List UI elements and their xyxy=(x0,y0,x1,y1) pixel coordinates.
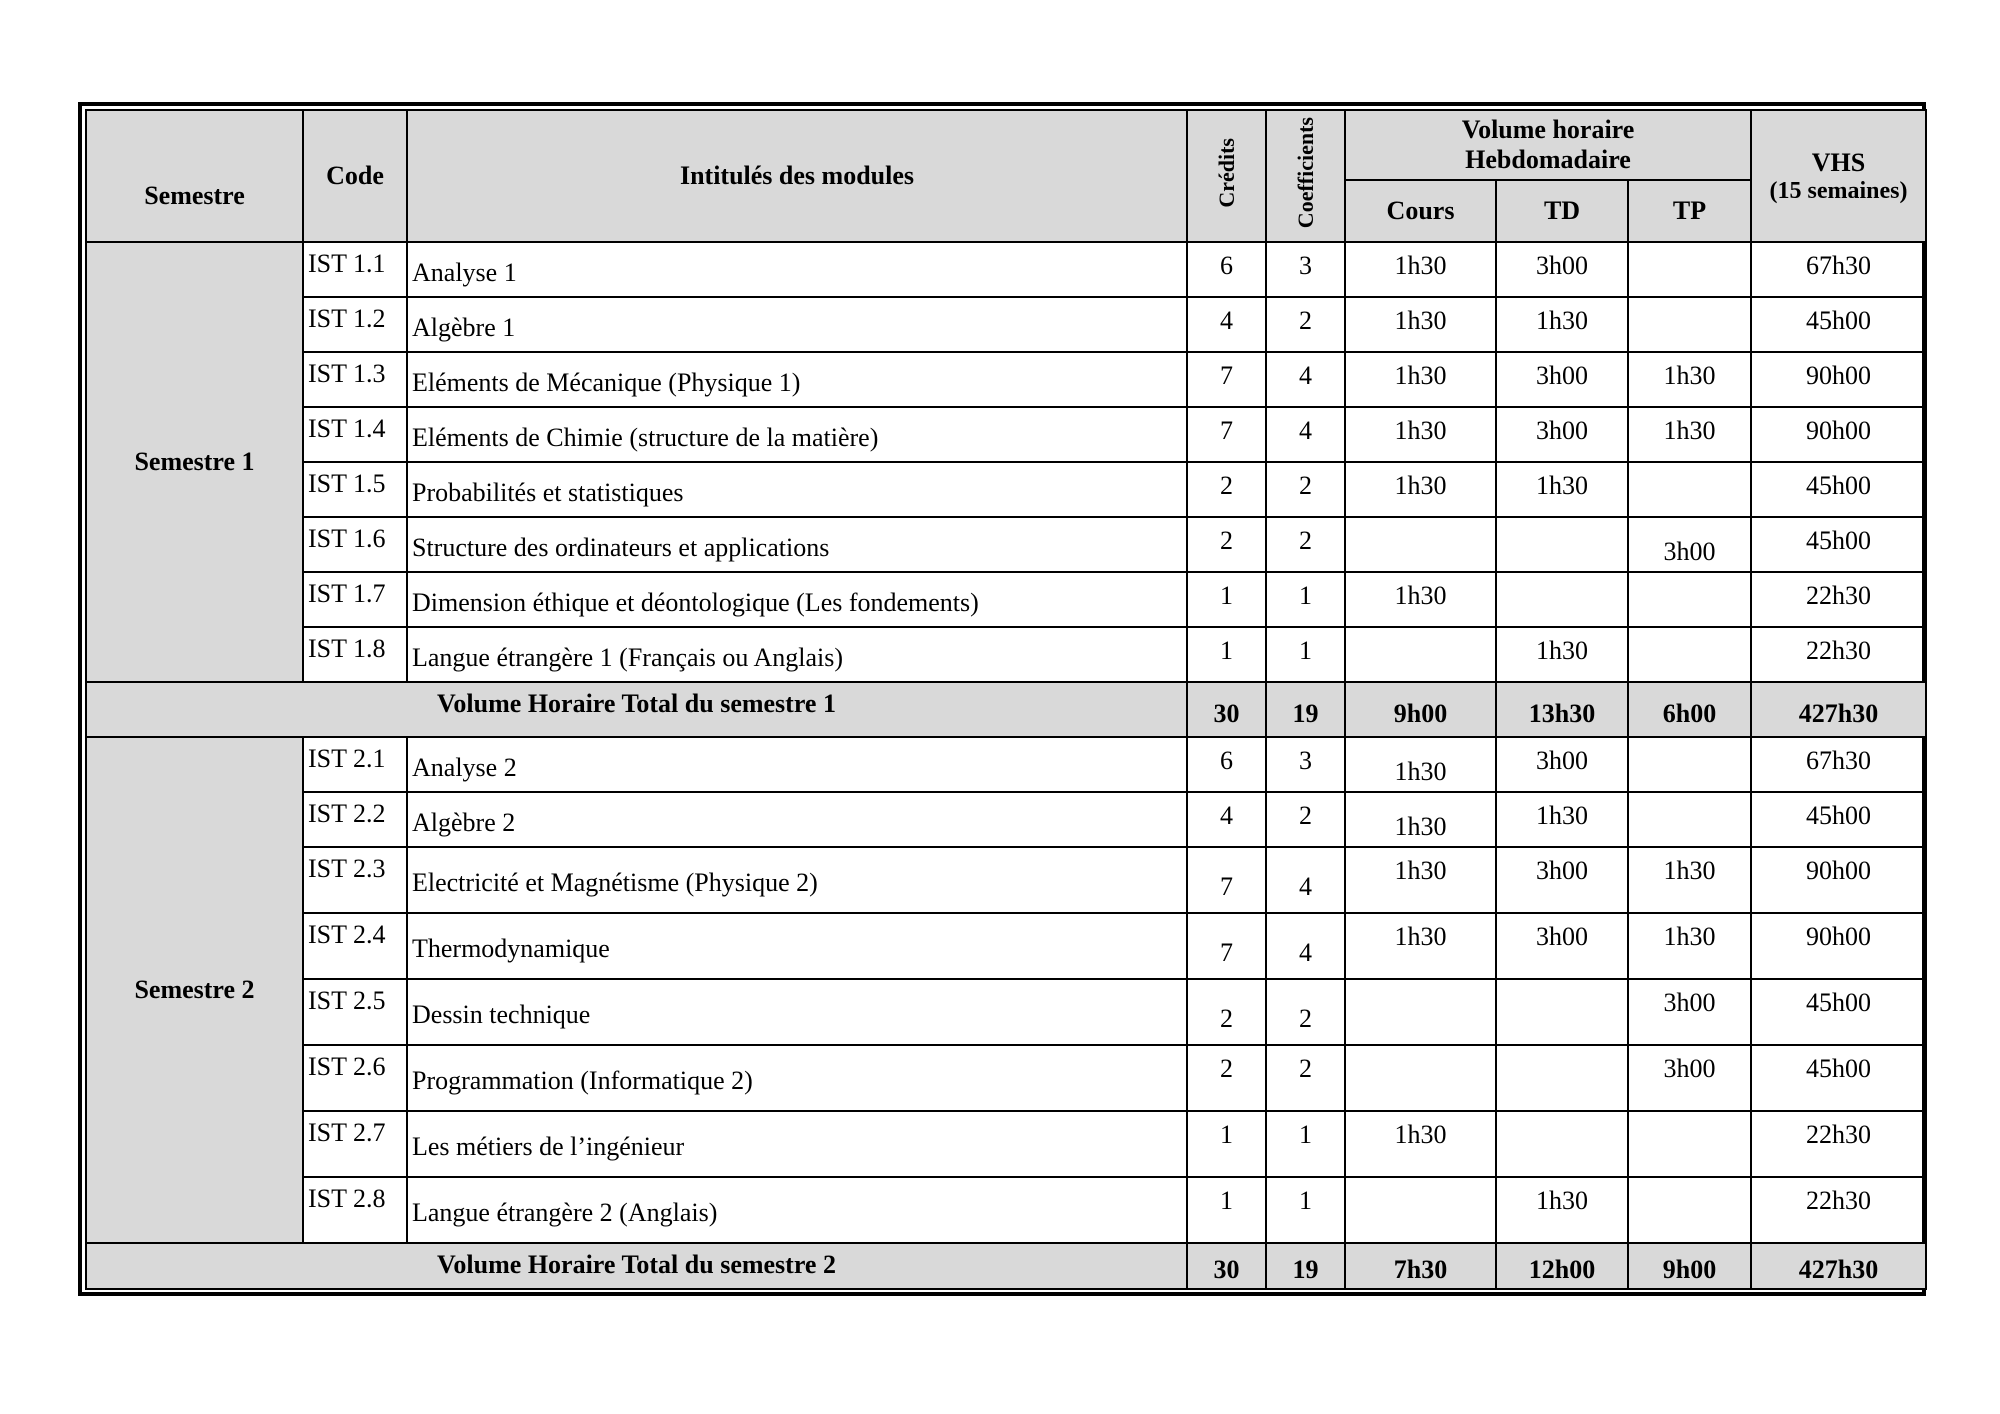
module-tp xyxy=(1628,297,1751,352)
module-vhs: 45h00 xyxy=(1751,1045,1926,1111)
module-coefficient: 3 xyxy=(1266,737,1345,792)
table-row xyxy=(86,792,1926,847)
module-vhs: 67h30 xyxy=(1751,242,1926,297)
module-tp xyxy=(1628,1177,1751,1243)
module-vhs: 45h00 xyxy=(1751,517,1926,572)
module-tp xyxy=(1628,737,1751,792)
module-cours: 1h30 xyxy=(1345,847,1496,913)
table-row xyxy=(86,572,1926,627)
header-row-1 xyxy=(86,110,1926,180)
header-credits xyxy=(1187,110,1266,242)
total-td: 12h00 xyxy=(1496,1243,1628,1289)
table-row xyxy=(86,462,1926,517)
module-code: IST 2.1 xyxy=(303,737,407,792)
module-title: Les métiers de l’ingénieur xyxy=(407,1111,1187,1177)
header-credits-label: Crédits xyxy=(1213,137,1239,208)
module-coefficient: 1 xyxy=(1266,1177,1345,1243)
module-td: 3h00 xyxy=(1496,242,1628,297)
module-credits: 6 xyxy=(1187,242,1266,297)
module-cours xyxy=(1345,1045,1496,1111)
module-title: Algèbre 2 xyxy=(407,792,1187,847)
module-title: Algèbre 1 xyxy=(407,297,1187,352)
module-coefficient: 2 xyxy=(1266,1045,1345,1111)
module-title: Dimension éthique et déontologique (Les fondements) xyxy=(407,572,1187,627)
module-cours xyxy=(1345,627,1496,682)
module-code: IST 1.1 xyxy=(303,242,407,297)
module-title: Electricité et Magnétisme (Physique 2) xyxy=(407,847,1187,913)
module-credits: 7 xyxy=(1187,407,1266,462)
total-coefficient: 19 xyxy=(1266,682,1345,737)
module-tp xyxy=(1628,572,1751,627)
module-code: IST 1.6 xyxy=(303,517,407,572)
table-row xyxy=(86,913,1926,979)
header-semestre: Semestre xyxy=(86,110,303,242)
module-vhs: 67h30 xyxy=(1751,737,1926,792)
module-cours: 1h30 xyxy=(1345,352,1496,407)
module-td: 1h30 xyxy=(1496,627,1628,682)
table-row xyxy=(86,627,1926,682)
total-credits: 30 xyxy=(1187,1243,1266,1289)
module-tp: 3h00 xyxy=(1628,517,1751,572)
module-coefficient: 1 xyxy=(1266,572,1345,627)
module-vhs: 22h30 xyxy=(1751,1111,1926,1177)
module-title: Dessin technique xyxy=(407,979,1187,1045)
module-credits: 2 xyxy=(1187,462,1266,517)
total-label: Volume Horaire Total du semestre 2 xyxy=(86,1243,1187,1289)
module-code: IST 1.2 xyxy=(303,297,407,352)
module-credits: 6 xyxy=(1187,737,1266,792)
table-row xyxy=(86,1177,1926,1243)
module-td xyxy=(1496,1045,1628,1111)
module-td: 1h30 xyxy=(1496,297,1628,352)
header-vhs-label: VHS xyxy=(1811,147,1866,177)
module-tp xyxy=(1628,462,1751,517)
module-td: 1h30 xyxy=(1496,792,1628,847)
module-tp xyxy=(1628,1111,1751,1177)
module-credits: 2 xyxy=(1187,517,1266,572)
header-vhs-sub: (15 semaines) xyxy=(1769,177,1908,204)
module-credits: 7 xyxy=(1187,847,1266,913)
total-tp: 6h00 xyxy=(1628,682,1751,737)
module-tp: 1h30 xyxy=(1628,407,1751,462)
module-vhs: 22h30 xyxy=(1751,1177,1926,1243)
module-credits: 7 xyxy=(1187,913,1266,979)
module-code: IST 2.2 xyxy=(303,792,407,847)
module-title: Analyse 1 xyxy=(407,242,1187,297)
total-label: Volume Horaire Total du semestre 1 xyxy=(86,682,1187,737)
module-td: 3h00 xyxy=(1496,847,1628,913)
module-coefficient: 4 xyxy=(1266,913,1345,979)
module-cours: 1h30 xyxy=(1345,242,1496,297)
module-coefficient: 3 xyxy=(1266,242,1345,297)
module-coefficient: 4 xyxy=(1266,407,1345,462)
module-cours: 1h30 xyxy=(1345,407,1496,462)
module-tp: 3h00 xyxy=(1628,979,1751,1045)
module-coefficient: 2 xyxy=(1266,979,1345,1045)
header-volume-horaire xyxy=(1345,110,1751,180)
module-code: IST 1.8 xyxy=(303,627,407,682)
module-credits: 2 xyxy=(1187,1045,1266,1111)
total-coefficient: 19 xyxy=(1266,1243,1345,1289)
semester-label: Semestre 1 xyxy=(86,242,303,682)
table-row xyxy=(86,352,1926,407)
table-row xyxy=(86,1111,1926,1177)
module-coefficient: 2 xyxy=(1266,792,1345,847)
table-row xyxy=(86,737,1926,792)
module-cours: 1h30 xyxy=(1345,913,1496,979)
header-td: TD xyxy=(1496,180,1628,242)
table-row xyxy=(86,979,1926,1045)
module-code: IST 2.3 xyxy=(303,847,407,913)
module-cours: 1h30 xyxy=(1345,1111,1496,1177)
module-cours xyxy=(1345,1177,1496,1243)
module-coefficient: 2 xyxy=(1266,297,1345,352)
module-coefficient: 2 xyxy=(1266,462,1345,517)
table-row xyxy=(86,847,1926,913)
module-code: IST 2.8 xyxy=(303,1177,407,1243)
module-cours: 1h30 xyxy=(1345,737,1496,792)
module-coefficient: 1 xyxy=(1266,627,1345,682)
header-coefficients xyxy=(1266,110,1345,242)
module-cours xyxy=(1345,979,1496,1045)
module-cours: 1h30 xyxy=(1345,462,1496,517)
header-coefficients-label: Coefficients xyxy=(1292,116,1318,229)
module-td: 3h00 xyxy=(1496,352,1628,407)
module-tp: 1h30 xyxy=(1628,847,1751,913)
module-vhs: 45h00 xyxy=(1751,462,1926,517)
semester-total-row xyxy=(86,682,1926,737)
module-td xyxy=(1496,517,1628,572)
module-vhs: 45h00 xyxy=(1751,297,1926,352)
module-coefficient: 4 xyxy=(1266,847,1345,913)
module-code: IST 1.5 xyxy=(303,462,407,517)
total-cours: 9h00 xyxy=(1345,682,1496,737)
total-vhs: 427h30 xyxy=(1751,682,1926,737)
module-credits: 4 xyxy=(1187,297,1266,352)
module-title: Thermodynamique xyxy=(407,913,1187,979)
module-cours: 1h30 xyxy=(1345,792,1496,847)
total-tp: 9h00 xyxy=(1628,1243,1751,1289)
module-td xyxy=(1496,979,1628,1045)
header-tp: TP xyxy=(1628,180,1751,242)
module-td: 3h00 xyxy=(1496,913,1628,979)
module-credits: 1 xyxy=(1187,1111,1266,1177)
module-code: IST 1.4 xyxy=(303,407,407,462)
module-vhs: 90h00 xyxy=(1751,407,1926,462)
header-cours: Cours xyxy=(1345,180,1496,242)
module-tp xyxy=(1628,627,1751,682)
module-code: IST 2.6 xyxy=(303,1045,407,1111)
semester-total-row xyxy=(86,1243,1926,1289)
header-intitules: Intitulés des modules xyxy=(407,110,1187,242)
module-title: Langue étrangère 1 (Français ou Anglais) xyxy=(407,627,1187,682)
module-cours xyxy=(1345,517,1496,572)
total-credits: 30 xyxy=(1187,682,1266,737)
module-td: 1h30 xyxy=(1496,462,1628,517)
total-cours: 7h30 xyxy=(1345,1243,1496,1289)
module-vhs: 45h00 xyxy=(1751,792,1926,847)
module-credits: 1 xyxy=(1187,572,1266,627)
module-code: IST 2.5 xyxy=(303,979,407,1045)
module-coefficient: 4 xyxy=(1266,352,1345,407)
module-tp: 3h00 xyxy=(1628,1045,1751,1111)
module-title: Probabilités et statistiques xyxy=(407,462,1187,517)
module-credits: 2 xyxy=(1187,979,1266,1045)
semester-label: Semestre 2 xyxy=(86,737,303,1243)
module-credits: 7 xyxy=(1187,352,1266,407)
module-code: IST 2.4 xyxy=(303,913,407,979)
module-vhs: 90h00 xyxy=(1751,847,1926,913)
module-vhs: 22h30 xyxy=(1751,627,1926,682)
module-code: IST 1.3 xyxy=(303,352,407,407)
curriculum-table xyxy=(85,109,1927,1290)
module-credits: 1 xyxy=(1187,1177,1266,1243)
total-td: 13h30 xyxy=(1496,682,1628,737)
module-cours: 1h30 xyxy=(1345,297,1496,352)
table-row xyxy=(86,242,1926,297)
header-volume-horaire-label: Volume horaire Hebdomadaire xyxy=(1461,115,1635,174)
curriculum-table-frame xyxy=(78,102,1926,1296)
module-td xyxy=(1496,1111,1628,1177)
module-tp: 1h30 xyxy=(1628,913,1751,979)
table-row xyxy=(86,297,1926,352)
table-row xyxy=(86,1045,1926,1111)
module-td: 1h30 xyxy=(1496,1177,1628,1243)
total-vhs: 427h30 xyxy=(1751,1243,1926,1289)
module-credits: 1 xyxy=(1187,627,1266,682)
module-coefficient: 2 xyxy=(1266,517,1345,572)
header-code: Code xyxy=(303,110,407,242)
table-row xyxy=(86,407,1926,462)
module-vhs: 22h30 xyxy=(1751,572,1926,627)
module-title: Analyse 2 xyxy=(407,737,1187,792)
table-row xyxy=(86,517,1926,572)
module-title: Structure des ordinateurs et applications xyxy=(407,517,1187,572)
module-title: Eléments de Mécanique (Physique 1) xyxy=(407,352,1187,407)
module-vhs: 90h00 xyxy=(1751,352,1926,407)
curriculum-body xyxy=(86,242,1926,1289)
module-cours: 1h30 xyxy=(1345,572,1496,627)
module-td xyxy=(1496,572,1628,627)
module-tp xyxy=(1628,792,1751,847)
module-tp: 1h30 xyxy=(1628,352,1751,407)
module-title: Eléments de Chimie (structure de la matière) xyxy=(407,407,1187,462)
module-vhs: 45h00 xyxy=(1751,979,1926,1045)
module-credits: 4 xyxy=(1187,792,1266,847)
module-vhs: 90h00 xyxy=(1751,913,1926,979)
module-coefficient: 1 xyxy=(1266,1111,1345,1177)
module-code: IST 2.7 xyxy=(303,1111,407,1177)
module-title: Langue étrangère 2 (Anglais) xyxy=(407,1177,1187,1243)
module-tp xyxy=(1628,242,1751,297)
header-vhs xyxy=(1751,110,1926,242)
module-td: 3h00 xyxy=(1496,737,1628,792)
module-code: IST 1.7 xyxy=(303,572,407,627)
module-title: Programmation (Informatique 2) xyxy=(407,1045,1187,1111)
module-td: 3h00 xyxy=(1496,407,1628,462)
